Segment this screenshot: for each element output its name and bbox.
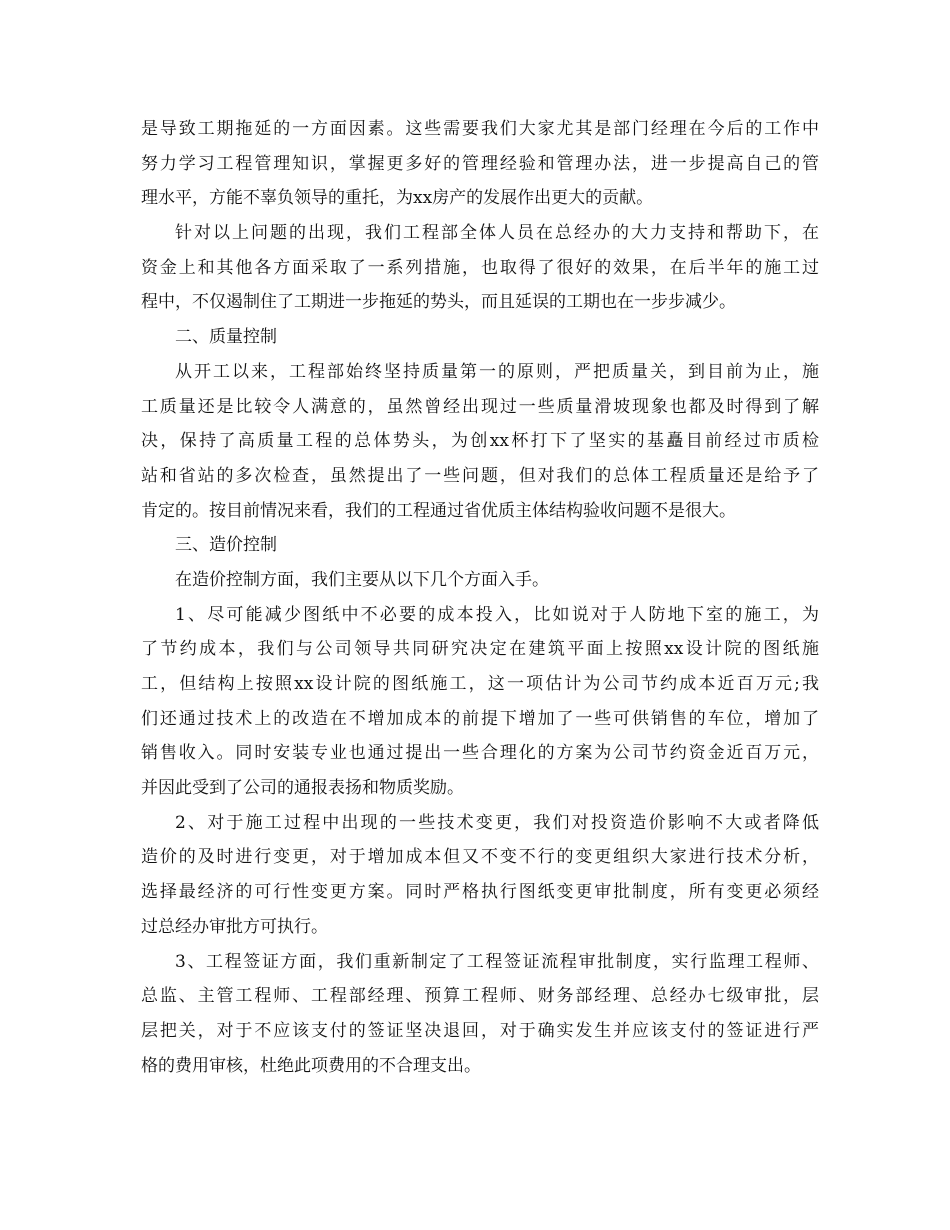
text-line: 是导致工期拖延的一方面因素。这些需要我们大家尤其是部门经理在今后的工作中: [141, 119, 819, 139]
text-line: 们还通过技术上的改造在不增加成本的前提下增加了一些可供销售的车位，增加了: [141, 708, 819, 729]
text-line: 三、造价控制: [175, 535, 277, 556]
text-line: 并因此受到了公司的通报表扬和物质奖励。: [141, 778, 464, 799]
text-line: 从开工以来，工程部始终坚持质量第一的原则，严把质量关，到目前为止，施: [175, 361, 819, 382]
text-line: 销售收入。同时安装专业也通过提出一些合理化的方案为公司节约资金近百万元，: [141, 743, 819, 764]
text-line: 理水平，方能不辜负领导的重托，为xx房产的发展作出更大的贡献。: [141, 188, 654, 209]
text-line: 2、对于施工过程中出现的一些技术变更，我们对投资造价影响不大或者降低: [175, 812, 819, 833]
text-line: 肯定的。按目前情况来看，我们的工程通过省优质主体结构验收问题不是很大。: [141, 500, 736, 521]
text-line: 程中，不仅遏制住了工期进一步拖延的势头，而且延误的工期也在一步步减少。: [141, 292, 736, 313]
text-line: 站和省站的多次检查，虽然提出了一些问题，但对我们的总体工程质量还是给予了: [141, 465, 819, 486]
text-line: 决，保持了高质量工程的总体势头，为创xx杯打下了坚实的基矗目前经过市质检: [141, 431, 819, 452]
text-line: 格的费用审核，杜绝此项费用的不合理支出。: [141, 1055, 481, 1076]
text-line: 过总经办审批方可执行。: [141, 916, 328, 937]
text-line: 层把关，对于不应该支付的签证坚决退回，对于确实发生并应该支付的签证进行严: [141, 1020, 819, 1041]
text-line: 了节约成本，我们与公司领导共同研究决定在建筑平面上按照xx设计院的图纸施: [141, 639, 819, 660]
text-line: 造价的及时进行变更，对于增加成本但又不变不行的变更组织大家进行技术分析，: [141, 847, 819, 868]
text-line: 选择最经济的可行性变更方案。同时严格执行图纸变更审批制度，所有变更必须经: [141, 882, 819, 903]
text-line: 在造价控制方面，我们主要从以下几个方面入手。: [175, 569, 549, 590]
text-line: 3、工程签证方面，我们重新制定了工程签证流程审批制度，实行监理工程师、: [175, 951, 819, 972]
text-line: 资金上和其他各方面采取了一系列措施，也取得了很好的效果，在后半年的施工过: [141, 257, 819, 278]
text-line: 努力学习工程管理知识，掌握更多好的管理经验和管理办法，进一步提高自己的管: [141, 153, 819, 174]
text-line: 总监、主管工程师、工程部经理、预算工程师、财务部经理、总经办七级审批，层: [141, 986, 819, 1007]
text-line: 工质量还是比较令人满意的，虽然曾经出现过一些质量滑坡现象也都及时得到了解: [141, 396, 819, 417]
text-line: 工，但结构上按照xx设计院的图纸施工，这一项估计为公司节约成本近百万元;我: [141, 674, 819, 694]
document-body: [141, 112, 819, 1083]
text-line: 1、尽可能减少图纸中不必要的成本投入，比如说对于人防地下室的施工，为: [175, 604, 819, 625]
text-line: 针对以上问题的出现，我们工程部全体人员在总经办的大力支持和帮助下，在: [175, 223, 819, 244]
text-line: 二、质量控制: [175, 327, 277, 348]
